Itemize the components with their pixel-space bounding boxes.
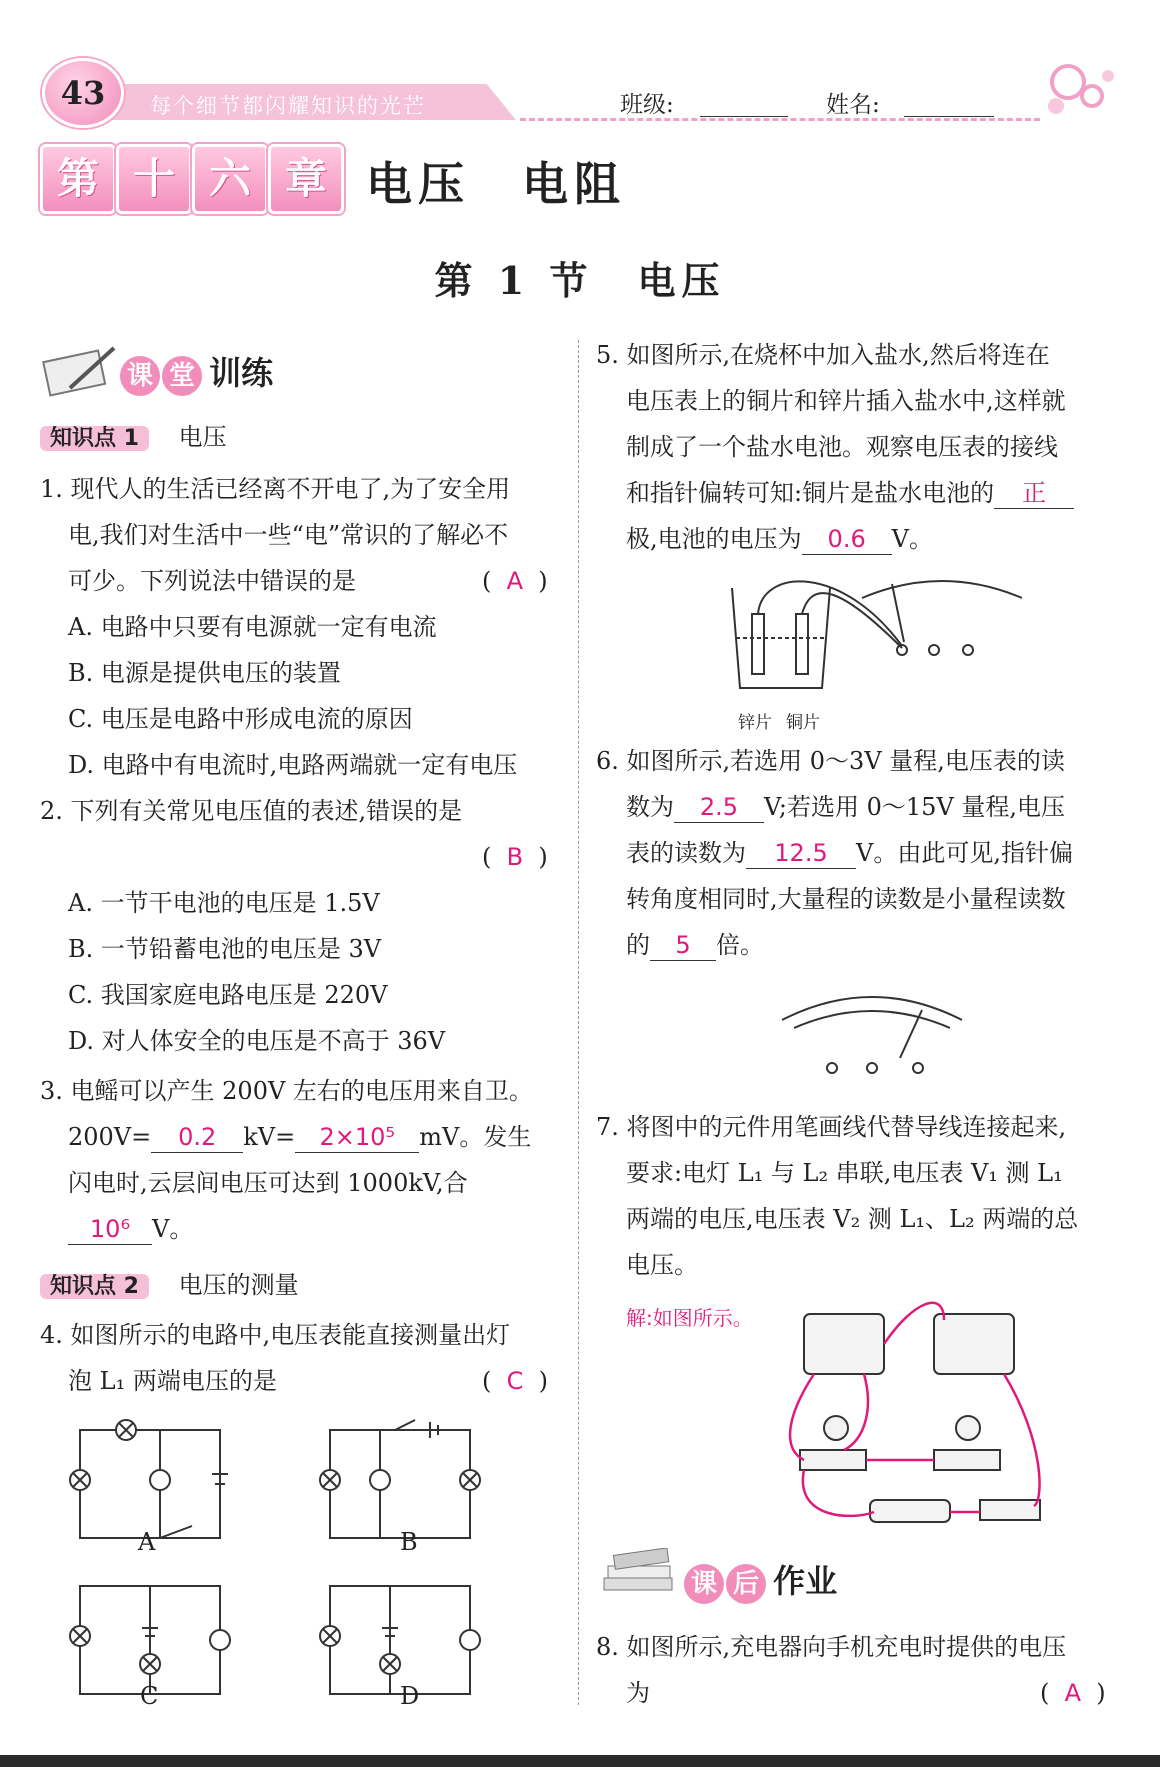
q3-line-1: 3. 电鳐可以产生 200V 左右的电压用来自卫。 [40, 1077, 533, 1105]
class-field[interactable] [700, 92, 788, 117]
q7-wiring-solution-figure [774, 1300, 1054, 1530]
q6-line-3 [626, 830, 1073, 876]
books-icon [598, 1548, 680, 1606]
chapter-title: 电压 电阻 [366, 157, 626, 211]
page-number: 43 [42, 58, 124, 128]
q3-answer-1: 0.2 [151, 1122, 243, 1153]
chapter-char-1: 第 [40, 144, 116, 214]
q3-text-a: 200V= [68, 1123, 152, 1151]
q8-answer-paren: ( A ) [1040, 1679, 1106, 1707]
banner2-bubble-2: 后 [726, 1564, 766, 1604]
chapter-char-2: 十 [116, 144, 192, 214]
q1-line-3: 可少。下列说法中错误的是 [68, 567, 356, 595]
motto: 每个细节都闪耀知识的光芒 [150, 94, 426, 118]
q4-answer-paren: ( C ) [482, 1367, 549, 1395]
banner-bubble-1: 课 [120, 356, 160, 396]
q5-line-5 [626, 516, 933, 562]
q6-line-4: 转角度相同时,大量程的读数是小量程读数 [626, 885, 1066, 913]
q7-line-2: 要求:电灯 L₁ 与 L₂ 串联,电压表 V₁ 测 L₁ [626, 1159, 1063, 1187]
q4-label-d: D [400, 1682, 420, 1710]
q6-text-d: V。由此可见,指针偏 [856, 839, 1073, 867]
q3-line-3: 闪电时,云层间电压可达到 1000kV,合 [68, 1169, 468, 1197]
kp1-tag: 知识点 1 [40, 426, 149, 451]
q1-answer-paren: ( A ) [482, 567, 548, 595]
q5-line-2: 电压表上的铜片和锌片插入盐水中,这样就 [626, 387, 1066, 415]
q5-line-1: 5. 如图所示,在烧杯中加入盐水,然后将连在 [596, 341, 1050, 369]
kp1-row [40, 414, 227, 462]
banner2-bubble-1: 课 [684, 1564, 724, 1604]
q3-text-b: kV= [243, 1123, 296, 1151]
q4-line-1: 4. 如图所示的电路中,电压表能直接测量出灯 [40, 1321, 511, 1349]
q5-text-c: V。 [891, 525, 933, 553]
q8-line-2: 为 [626, 1679, 650, 1707]
kp2-tag: 知识点 2 [40, 1274, 149, 1299]
q5-saltwater-battery-figure [722, 568, 1022, 708]
q6-answer-1: 2.5 [674, 792, 764, 823]
chapter-char-3: 六 [192, 144, 268, 214]
q4-label-a: A [138, 1528, 156, 1556]
q5-answer-1: 正 [994, 478, 1074, 509]
q5-line-4 [626, 470, 1074, 516]
banner-text: 训练 [209, 354, 274, 392]
q1-answer: A [506, 567, 524, 595]
q5-answer-2: 0.6 [802, 524, 892, 555]
q4-circuit-figures [60, 1414, 580, 1714]
q3-text-c: mV。发生 [419, 1123, 532, 1151]
q5-text-a: 和指针偏转可知:铜片是盐水电池的 [626, 479, 995, 507]
q3-answer-2: 2×10⁵ [295, 1122, 419, 1153]
banner-classroom [120, 348, 273, 396]
header-dashline [520, 118, 1040, 121]
q2-option-c: C. 我国家庭电路电压是 220V [68, 981, 388, 1009]
q3-line-2 [68, 1114, 531, 1160]
q6-answer-3: 5 [650, 930, 716, 961]
q3-answer-3: 10⁶ [68, 1214, 152, 1245]
q6-voltmeter-figure [772, 980, 972, 1090]
flower-ornament-icon [1028, 52, 1128, 132]
name-field[interactable] [904, 92, 994, 117]
q5-text-b: 极,电池的电压为 [626, 525, 802, 553]
banner-homework [684, 1556, 837, 1604]
bottom-bar [0, 1755, 1160, 1767]
q2-option-d: D. 对人体安全的电压是不高于 36V [68, 1027, 446, 1055]
q1-line-1: 1. 现代人的生活已经离不开电了,为了安全用 [40, 475, 511, 503]
q7-line-3: 两端的电压,电压表 V₂ 测 L₁、L₂ 两端的总 [626, 1205, 1079, 1233]
section-title: 第 1 节 电压 [434, 258, 726, 303]
q4-line-2: 泡 L₁ 两端电压的是 [68, 1367, 277, 1395]
q8-line-1: 8. 如图所示,充电器向手机充电时提供的电压 [596, 1633, 1067, 1661]
q2-answer: B [506, 843, 524, 871]
q6-line-2 [626, 784, 1065, 830]
q6-line-5 [626, 922, 764, 968]
q6-text-f: 倍。 [716, 931, 764, 959]
chapter-char-4: 章 [268, 144, 344, 214]
q2-answer-paren: ( B ) [482, 843, 548, 871]
q7-line-1: 7. 将图中的元件用笔画线代替导线连接起来, [596, 1113, 1067, 1141]
q4-answer: C [506, 1367, 524, 1395]
q1-line-2: 电,我们对生活中一些“电”常识的了解必不 [68, 521, 509, 549]
q7-solution: 解:如图所示。 [626, 1306, 753, 1330]
q2-line-1: 2. 下列有关常见电压值的表述,错误的是 [40, 797, 463, 825]
q3-line-4 [68, 1206, 193, 1252]
banner2-text: 作业 [773, 1562, 838, 1600]
q2-option-a: A. 一节干电池的电压是 1.5V [68, 889, 380, 917]
kp2-title: 电压的测量 [178, 1271, 299, 1299]
kp2-row [40, 1262, 299, 1310]
q2-option-b: B. 一节铅蓄电池的电压是 3V [68, 935, 382, 963]
q6-answer-2: 12.5 [746, 838, 856, 869]
q3-text-d: V。 [152, 1215, 194, 1243]
q1-option-b: B. 电源是提供电压的装置 [68, 659, 341, 687]
q6-text-b: V;若选用 0～15V 量程,电压 [764, 793, 1066, 821]
q6-text-a: 数为 [626, 793, 674, 821]
q6-text-e: 的 [626, 931, 650, 959]
class-label: 班级: [620, 92, 674, 118]
name-label: 姓名: [826, 92, 880, 118]
q8-answer: A [1064, 1679, 1082, 1707]
q1-option-c: C. 电压是电路中形成电流的原因 [68, 705, 413, 733]
q4-label-b: B [400, 1528, 418, 1556]
q5-line-3: 制成了一个盐水电池。观察电压表的接线 [626, 433, 1058, 461]
notebook-pen-icon [40, 342, 120, 398]
kp1-title: 电压 [178, 423, 227, 451]
q4-label-c: C [140, 1682, 159, 1710]
q6-text-c: 表的读数为 [626, 839, 746, 867]
q1-option-a: A. 电路中只要有电源就一定有电流 [68, 613, 437, 641]
q5-label-copper: 铜片 [786, 713, 820, 733]
q1-option-d: D. 电路中有电流时,电路两端就一定有电压 [68, 751, 518, 779]
q5-label-zinc: 锌片 [738, 713, 772, 733]
q6-line-1: 6. 如图所示,若选用 0～3V 量程,电压表的读 [596, 747, 1065, 775]
banner-bubble-2: 堂 [162, 356, 202, 396]
q7-line-4: 电压。 [626, 1251, 698, 1279]
